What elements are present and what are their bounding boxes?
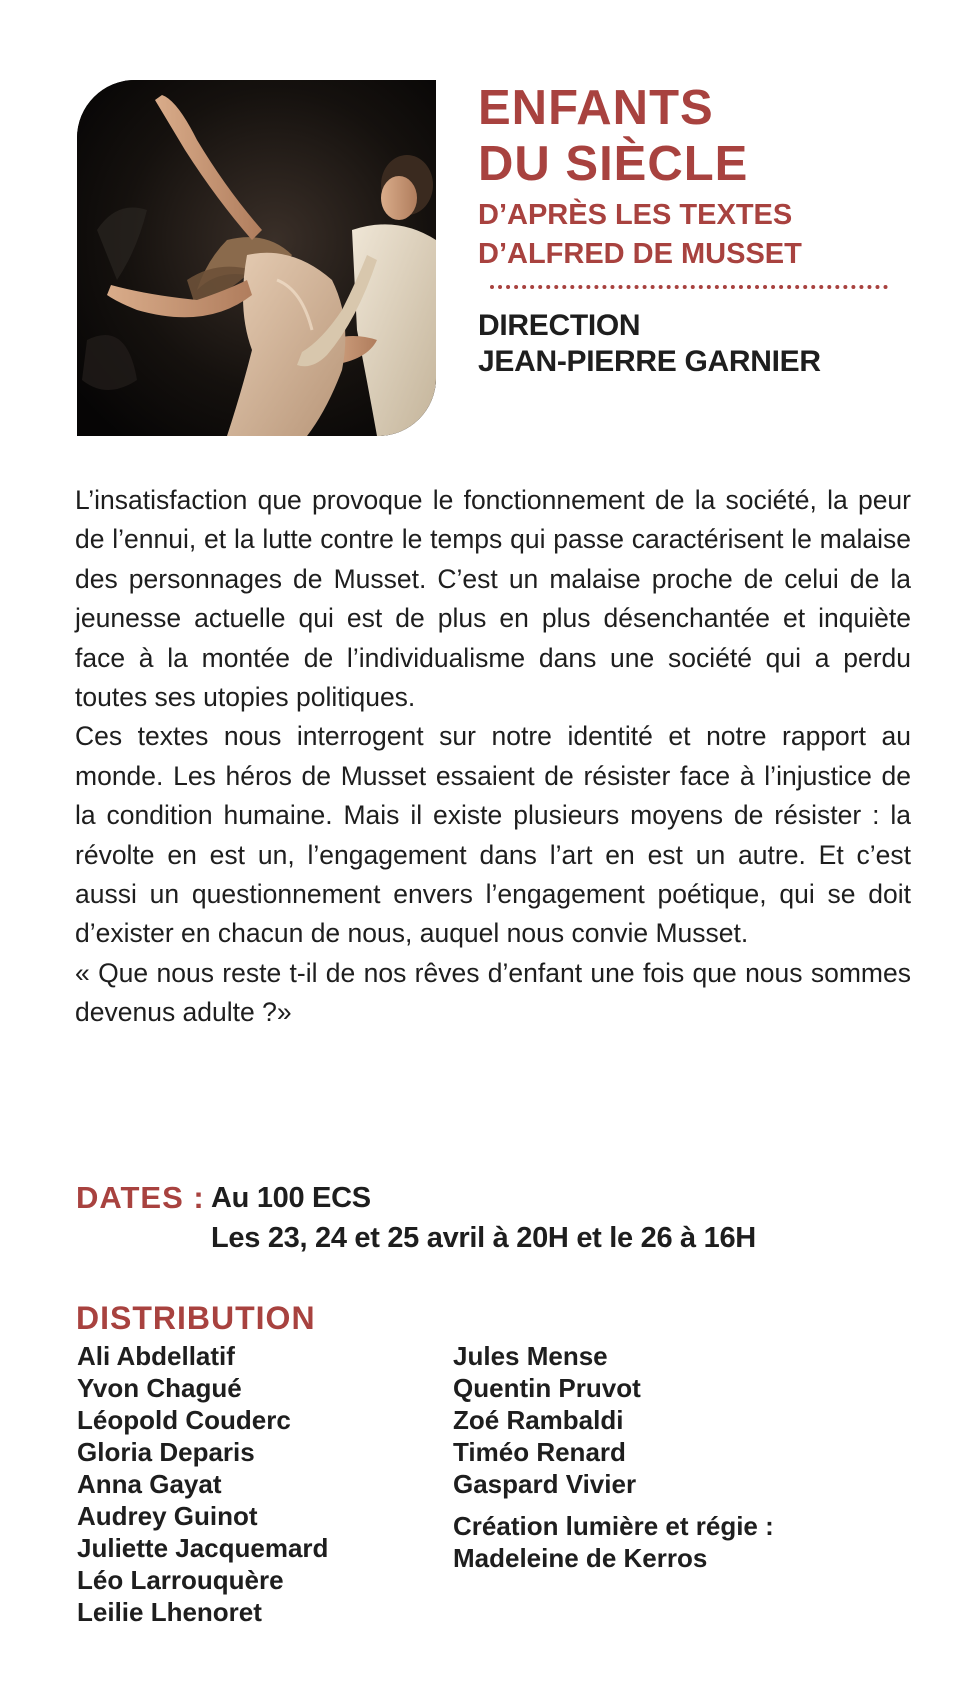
dates-venue: Au 100 ECS <box>211 1182 371 1214</box>
lighting-credit-name: Madeleine de Kerros <box>453 1543 708 1573</box>
cast-member: Zoé Rambaldi <box>453 1405 624 1435</box>
direction-label: DIRECTION <box>478 309 641 342</box>
show-title-line2: DU SIÈCLE <box>478 137 749 191</box>
direction-credit <box>478 308 908 380</box>
description <box>75 481 911 1033</box>
show-subtitle <box>478 196 908 274</box>
show-title-line1: ENFANTS <box>478 81 714 135</box>
dates-schedule: Les 23, 24 et 25 avril à 20H et le 26 à 16H <box>211 1222 756 1254</box>
cast-member: Ali Abdellatif <box>77 1341 235 1371</box>
cast-member: Léopold Couderc <box>77 1405 291 1435</box>
cast-member: Gaspard Vivier <box>453 1469 637 1499</box>
cast-list-left <box>77 1340 328 1628</box>
cast-member: Juliette Jacquemard <box>77 1533 329 1563</box>
cast-member: Audrey Guinot <box>77 1501 258 1531</box>
cast-member: Yvon Chagué <box>77 1373 242 1403</box>
cast-member: Timéo Renard <box>453 1437 626 1467</box>
description-paragraph: Ces textes nous interrogent sur notre identité et notre rapport au monde. Les héros de Musset essaient de résister face à l’injustice de la condition humaine. Mais il existe plusieurs moyens de résister : la révolte en est un, l’engagement dans l’art en est un autre. Et c’est aussi un questionnement envers l’engagement poétique, qui se doit d’exister en chacun de nous, auquel nous convie Musset. <box>75 721 911 949</box>
cast-member: Quentin Pruvot <box>453 1373 641 1403</box>
dates-info <box>211 1178 756 1258</box>
cast-member: Léo Larrouquère <box>77 1565 284 1595</box>
show-subtitle-line2: D’ALFRED DE MUSSET <box>478 238 802 270</box>
title-block <box>478 80 908 380</box>
cast-member: Jules Mense <box>453 1341 608 1371</box>
lighting-credit <box>453 1510 774 1574</box>
dancers-photo <box>77 80 436 436</box>
cast-member: Leilie Lhenoret <box>77 1597 262 1627</box>
cast-list-right <box>453 1340 774 1574</box>
description-paragraph: L’insatisfaction que provoque le fonctionnement de la société, la peur de l’ennui, et la lutte contre le temps qui passe caractérisent le malaise des personnages de Musset. C’est un malaise proche de celui de la jeunesse actuelle qui est de plus en plus désenchantée et inquiète face à la montée de l’individualisme dans une société qui a perdu toutes ses utopies politiques. <box>75 485 911 713</box>
dotted-divider <box>490 285 888 289</box>
lighting-credit-label: Création lumière et régie : <box>453 1511 774 1541</box>
dates-label: DATES : <box>76 1180 205 1215</box>
distribution-heading: DISTRIBUTION <box>76 1300 316 1336</box>
description-quote: « Que nous reste t-il de nos rêves d’enfant une fois que nous sommes devenus adulte ?» <box>75 957 911 1028</box>
dancers-illustration <box>77 80 436 436</box>
cast-member: Anna Gayat <box>77 1469 222 1499</box>
cast-member: Gloria Deparis <box>77 1437 255 1467</box>
show-title <box>478 80 908 192</box>
show-subtitle-line1: D’APRÈS LES TEXTES <box>478 199 793 231</box>
director-name: JEAN-PIERRE GARNIER <box>478 345 821 378</box>
